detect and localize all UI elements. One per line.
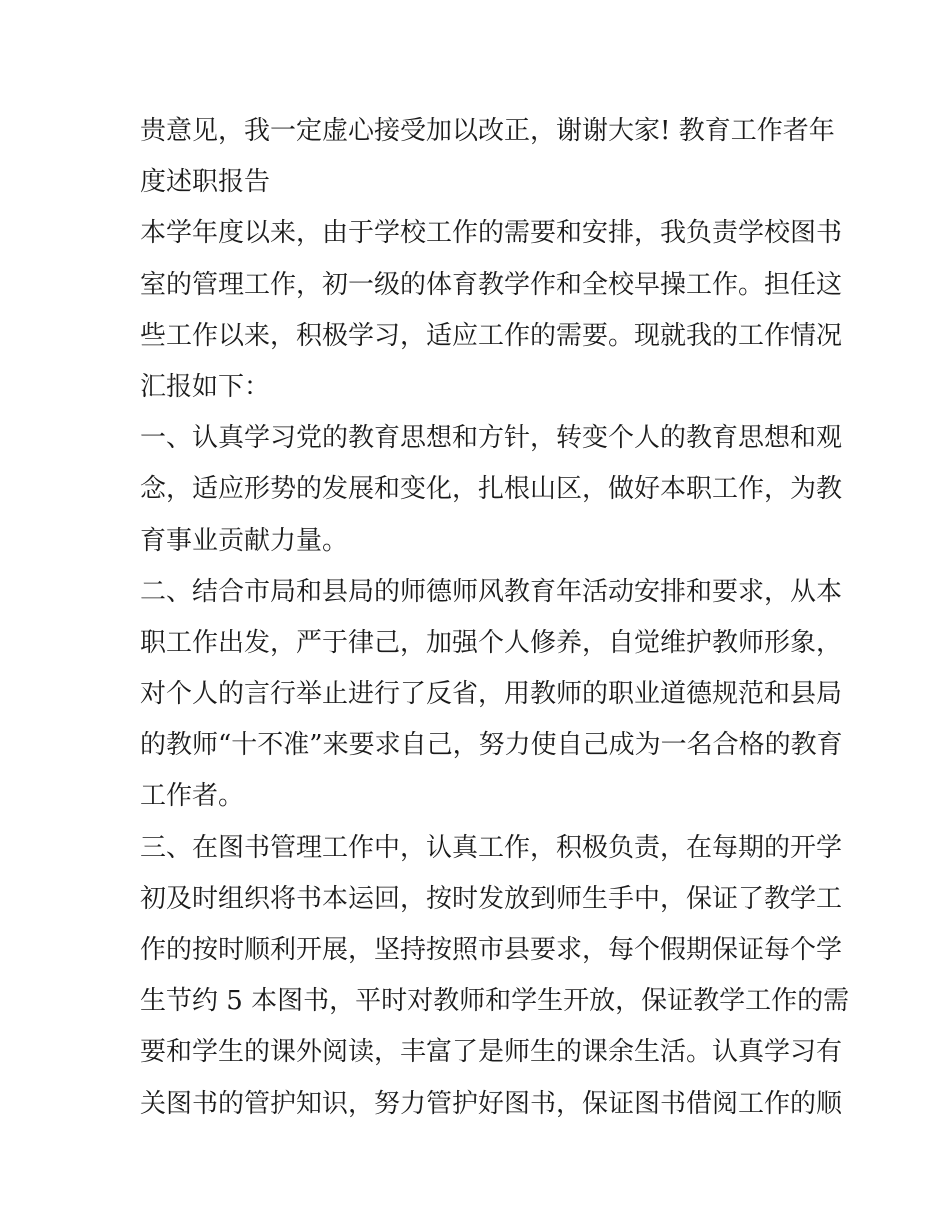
text-line: 职工作出发，严于律己，加强个人修养，自觉维护教师形象， [140,627,843,658]
text-line: 初及时组织将书本运回，按时发放到师生手中，保证了教学工 [140,883,843,914]
text-line: 二、结合市局和县局的师德师风教育年活动安排和要求，从本 [140,576,843,607]
text-line: 育事业贡献力量。 [140,525,349,556]
text-line: 对个人的言行举止进行了反省，用教师的职业道德规范和县局 [140,679,843,710]
text-line: 念，适应形势的发展和变化，扎根山区，做好本职工作，为教 [140,474,843,505]
text-line: 生节约 5 本图书，平时对教师和学生开放，保证教学工作的需 [140,986,850,1017]
text-line: 作的按时顺利开展，坚持按照市县要求，每个假期保证每个学 [140,935,843,965]
text-line: 室的管理工作，初一级的体育教学作和全校早操工作。担任这 [140,269,843,300]
text-line: 本学年度以来，由于学校工作的需要和安排，我负责学校图书 [140,218,843,249]
text-line: 汇报如下： [140,371,271,402]
text-line: 要和学生的课外阅读，丰富了是师生的课余生活。认真学习有 [140,1037,843,1068]
text-line: 三、在图书管理工作中，认真工作，积极负责，在每期的开学 [140,832,843,863]
text-line: 关图书的管护知识，努力管护好图书，保证图书借阅工作的顺 [140,1088,843,1119]
text-line: 些工作以来，积极学习，适应工作的需要。现就我的工作情况 [140,320,843,351]
document-body [140,106,850,1130]
text-line: 工作者。 [140,781,245,812]
text-line: 的教师“十不准”来要求自己，努力使自己成为一名合格的教育 [140,730,843,761]
text-line: 贵意见，我一定虚心接受加以改正，谢谢大家! 教育工作者年 [140,116,835,146]
text-line: 度述职报告 [140,167,271,198]
text-line: 一、认真学习党的教育思想和方针，转变个人的教育思想和观 [140,423,843,454]
